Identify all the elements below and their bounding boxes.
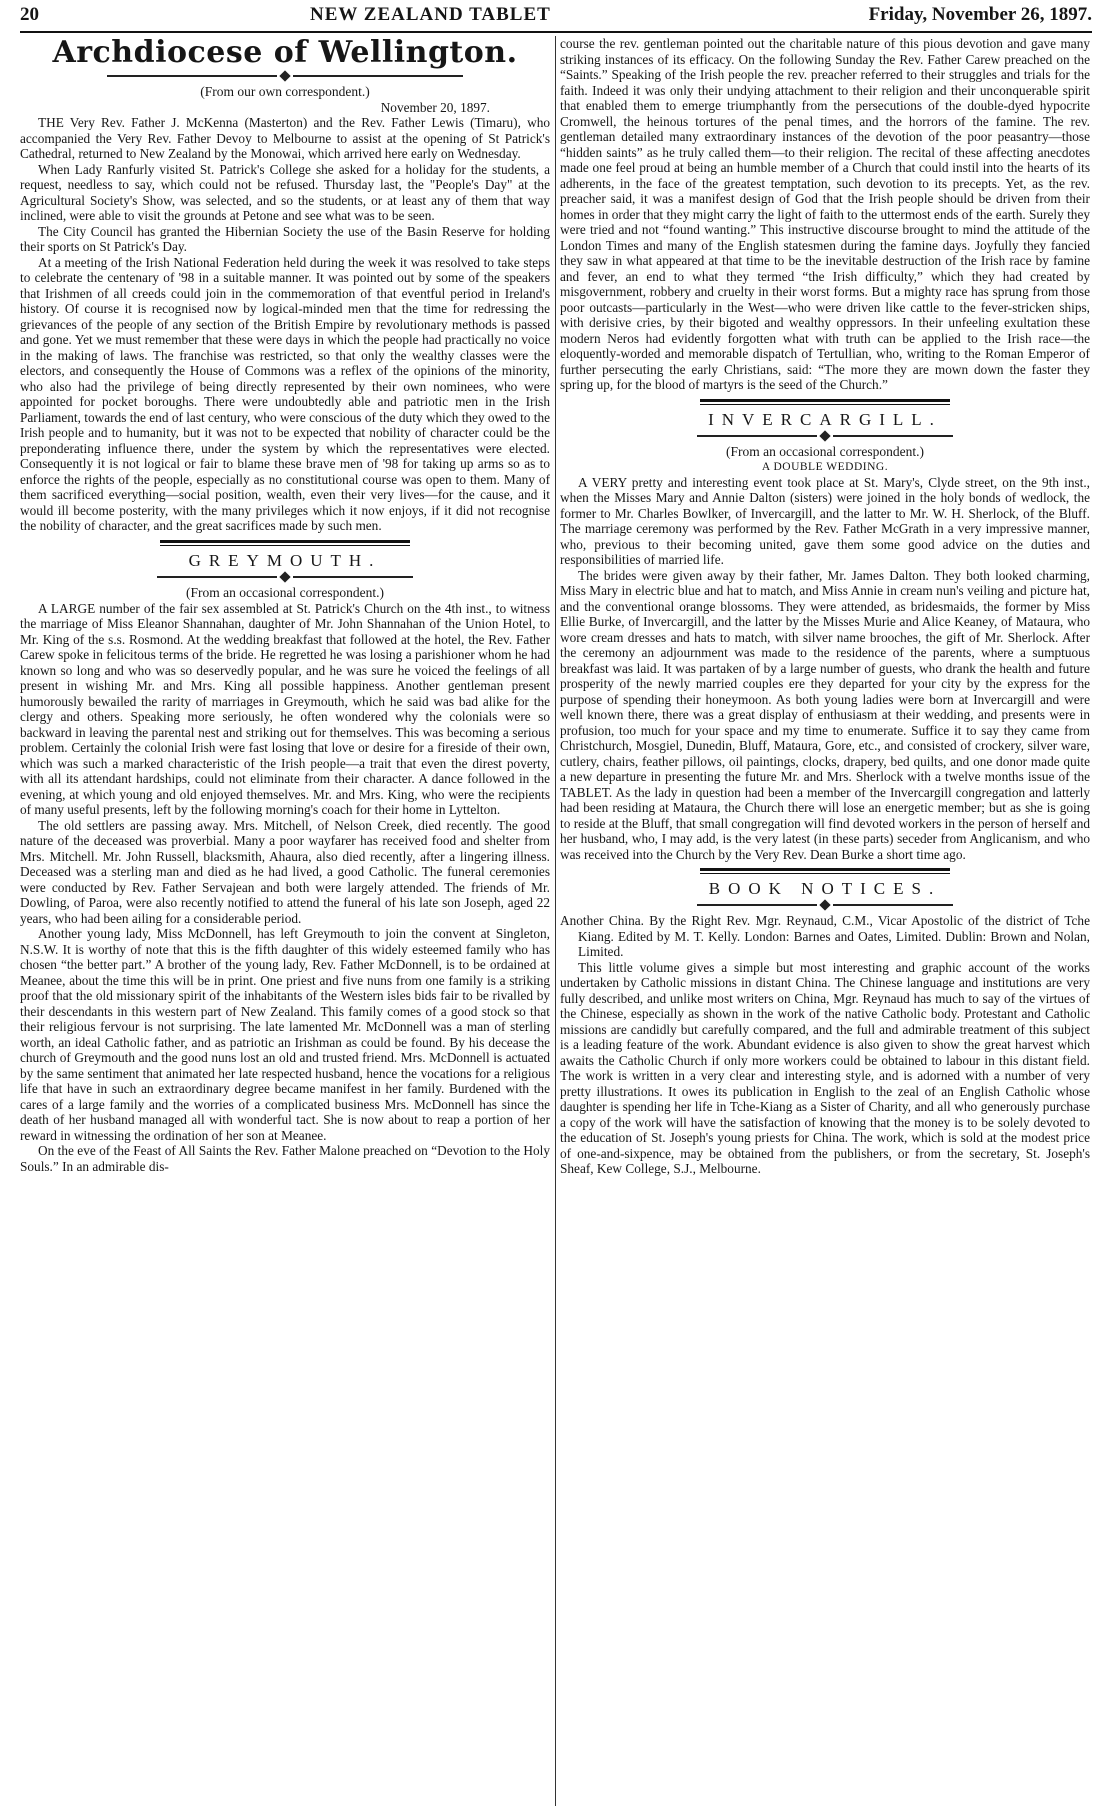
section-separator <box>20 540 550 546</box>
article-paragraph: THE Very Rev. Father J. McKenna (Masterton) and the Rev. Father Lewis (Timaru), who accompanied the Very Rev. Father Devoy to Melbourne to assist at the opening of St Patrick's Cathedral, returned to New Zealand by the Monowai, which arrived here early on Wednesday. <box>20 115 550 161</box>
article-paragraph: Another young lady, Miss McDonnell, has left Greymouth to join the convent at Singleton, N.S.W. It is worthy of note that this is the fifth daughter of this widely esteemed family who has chosen “the better part.” A brother of the young lady, Rev. Father McDonnell, is to be ordained at Meanee, about the time this will be in print. One priest and five nuns from one family is a striking proof that the old missionary spirit of the inhabitants of the Western isles bids fair to be rivalled by their descendants in this western part of New Zealand. This family comes of a good stock so that their religious fervour is not surprising. The late lamented Mr. McDonnell was a man of sterling worth, an ideal Catholic father, and as patriotic an Irishman as could be found. By his decease the church of Greymouth and the good nuns lost an old and trusted friend. Mrs. McDonnell is actuated by the same sentiment that animated her late respected husband, hence the vocations for a religious life that have in such an extraordinary degree became manifest in her family. Burdened with the cares of a large family and the worries of a complicated business Mrs. McDonnell has since the death of her husband managed all with wonderful tact. She is now about to reap a portion of her reward in witnessing the ordination of her son at Meanee. <box>20 926 550 1143</box>
article-paragraph: A LARGE number of the fair sex assembled at St. Patrick's Church on the 4th inst., to witness the marriage of Miss Eleanor Shannahan, daughter of Mr. John Shannahan of the Union Hotel, to Mr. King of the s.s. Rosmond. At the wedding breakfast that followed at the hotel, the Rev. Father Carew spoke in felicitous terms of the bride. He regretted he was losing a parishioner whom he had known so long and who was so deservedly popular, and he was sure he voiced the feelings of all present in wishing Mr. and Mrs. King all possible happiness. Another gentleman present humorously bewailed the rarity of marriages in Greymouth, which he said was bad alike for the clergy and others. Speaking more seriously, he often wondered why the colonials were so backward in leaving the parental nest and striking out for themselves. This was becoming a serious problem. Certainly the colonial Irish were fast losing that love or desire for a fireside of their own, which was such a marked characteristic of the Irish people—a trait that even the direst poverty, with all its attendant hardships, could not eliminate from their character. A dance followed in the evening, at which young and old enjoyed themselves. Mr. and Mrs. King, who were the recipients of many useful presents, left by the following morning's coach for their home in Lyttelton. <box>20 600 550 817</box>
page-number: 20 <box>20 4 39 25</box>
section-separator <box>560 868 1090 874</box>
left-column <box>20 36 550 1806</box>
title-ornament <box>20 72 550 80</box>
article-paragraph: On the eve of the Feast of All Saints the Rev. Father Malone preached on “Devotion to the Holy Souls.” In an admirable dis- <box>20 1143 550 1174</box>
article-paragraph: The City Council has granted the Hibernian Society the use of the Basin Reserve for holding their sports on St Patrick's Day. <box>20 223 550 254</box>
article-paragraph: At a meeting of the Irish National Federation held during the week it was resolved to take steps to celebrate the centenary of '98 in a suitable manner. It was pointed out by some of the speakers that Irishmen of all creeds could join in the commemoration of that eventful period in Ireland's history. Of course it is recognised now by logical-minded men that the time for redressing the grievances of the people of any section of the British Empire by revolutionary methods is passed and gone. Yet we must remember that these were days in which the people had practically no voice in the making of laws. The franchise was restricted, so that only the wealthy classes were the electors, and consequently the House of Commons was a reflex of the opinions of the minority, who also had the privilege of being directly represented by their own nominees, who were appointed for pocket boroughs. There were undoubtedly able and patriotic men in the Irish Parliament, towards the end of last century, who were conscious of the duty which they owed to the Irish people and to humanity, but it was not to be expected that nobility of character could be the preponderating influence there, under the system by which the representatives were elected. Consequently it is not logical or fair to blame these brave men of '98 for taking up arms so as to enforce the rights of the people, especially as no constitutional course was open to them. Many of them sacrificed everything—social position, wealth, even their very lives—for the cause, and it would ill become posterity, with the many privileges which it now enjoys, if it did not recognise the nobility of character, and the great sacrifices made by such men. <box>20 254 550 533</box>
subheading: A DOUBLE WEDDING. <box>761 460 889 473</box>
section-separator <box>560 399 1090 405</box>
masthead <box>20 4 1092 30</box>
byline: (From an occasional correspondent.) <box>186 584 384 600</box>
section-title-invercargill: INVERCARGILL. <box>708 409 942 429</box>
article-paragraph: This little volume gives a simple but most interesting and graphic account of the works undertaken by Catholic missions in distant China. The Chinese language and institutions are very fully described, and unlike most writers on China, Mgr. Reynaud has much to say of the virtues of the Chinese, especially as shown in the work of the native Catholic body. Protestant and Catholic missions are candidly but carefully compared, and the full and admirable treatment of this subject is a leading feature of the work. Abundant evidence is also given to show the great harvest which awaits the Catholic Church if only more workers could be obtained to labour in this distant field. The work is written in a very clear and interesting style, and is adorned with a number of very pretty illustrations. It owes its publication in English to the zeal of an English Catholic whose daughter is spending her life in Tche-Kiang as a Sister of Charity, and all who generously purchase a copy of the work will have the satisfaction of knowing that the money is to be solely devoted to the education of St. Joseph's young priests for China. The work, which is sold at the modest price of one-and-sixpence, may be obtained from the publishers, or from the secretary, St. Joseph's Sheaf, Kew College, S.J., Melbourne. <box>560 959 1090 1176</box>
book-citation: Another China. By the Right Rev. Mgr. Reynaud, C.M., Vicar Apostolic of the district of Tche Kiang. Edited by M. T. Kelly. London: Barnes and Oates, Limited. Dublin: Brown and Nolan, Limited. <box>560 913 1090 959</box>
issue-date: Friday, November 26, 1897. <box>868 4 1092 25</box>
byline: (From an occasional correspondent.) <box>726 443 924 459</box>
article-paragraph: The brides were given away by their father, Mr. James Dalton. They both looked charming, Miss Mary in electric blue and hat to match, and Miss Annie in cream nun's veiling and picture hat, and the conventional orange blossoms. They were attended, as bridesmaids, the former by Miss Ellie Burke, of Invercargill, and the latter by the Misses Murie and Alice Keaney, of Mataura, who wore cream dresses and hats to match, with silver name brooches, the gift of Mr. Sherlock. After the ceremony an adjournment was made to the residence of the parents, where a sumptuous breakfast was laid. It was partaken of by a large number of guests, who drank the health and future prosperity of the newly married couples ere they departed for your city by the express for the purpose of spending their honeymoon. As both young ladies were born at Invercargill and were well known there, there was a great display of enthusiasm at their wedding, and presents were in profusion, too much for your space and my time to enumerate. Suffice it to say they came from Christchurch, Mosgiel, Dunedin, Bluff, Mataura, Gore, etc., and consisted of crockery, silver ware, cutlery, chairs, feather pillows, oil paintings, clocks, drapery, bed quilts, and one donor made quite a new departure in presenting the future Mr. and Mrs. Sherlock with a twelve months issue of the TABLET. As the lady in question had been a member of the Invercargill congregation and latterly had been residing at Mataura, the Church there will lose an energetic member; but as she is going to reside at the Bluff, that small congregation will find devoted workers in the person of herself and her husband, who, I may add, is the very latest (in these parts) seceder from Anglicanism, and who was received into the Church by the Very Rev. Dean Burke a short time ago. <box>560 567 1090 862</box>
title-ornament <box>560 901 1090 909</box>
column-divider <box>555 36 556 1806</box>
article-paragraph: course the rev. gentleman pointed out the charitable nature of this pious devotion and gave many striking instances of its efficacy. On the following Sunday the Rev. Father Carew preached on the “Saints.” Speaking of the Irish people the rev. preacher referred to their struggles and trials for the faith. Indeed it was only their undying attachment to their religion and their unconquerable spirit that enabled them to emerge triumphantly from the persecutions of the double-dyed hypocrite Cromwell, the heinous tortures of the penal times, and the horrors of the famine. The rev. gentleman detailed many extraordinary instances of the devotion of the poor peasantry—those “hidden saints” as he truly called them—to their religion. The recital of these affecting anecdotes made one feel proud at being an humble member of a Church that could instil into the hearts of its adherents, in the face of the greatest temptation, such devotion to its precepts. Yet, as the rev. preacher said, it was a manifest design of God that the Irish people should be driven from their homes in order that they might carry the light of faith to the uttermost ends of the earth. Surely they were tried and not “found wanting.” This instructive discourse brought to mind the attitude of the London Times and many of the English statesmen during the famine days. Joyfully they fancied they saw in what appeared at that time to be the inevitable destruction of the Irish race by famine and fever, an end to what they termed “the Irish difficulty,” which they had created by misgovernment, robbery and cruelty in their worst forms. But a mighty race has sprung from those poor outcasts—particularly in the West—who were driven like cattle to the fever-stricken ships, with derisive cries, by their bigoted and wealthy oppressors. In their unfeeling exultation these modern Neros had evidently forgotten what with truth can be applied to the Irish race—the eloquently-worded and memorable dispatch of Tertullian, who, writing to the Roman Emperor of further persecuting the early Christians, said: “The more they are mown down the faster they spring up, for the blood of martyrs is the seed of the Church.” <box>560 36 1090 392</box>
masthead-rule <box>20 31 1092 33</box>
article-paragraph: The old settlers are passing away. Mrs. Mitchell, of Nelson Creek, died recently. The good nature of the deceased was proverbial. Many a poor wayfarer has received food and shelter from Mrs. Mitchell. Mr. John Russell, blacksmith, Ahaura, also died recently, after a lingering illness. Deceased was a sterling man and died as he had lived, a good Catholic. The funeral ceremonies were conducted by Rev. Father Servajean and both were largely attended. The friends of Mr. Dowling, of Paroa, were also recently notified to attend the funeral of his late son Joseph, aged 22 years, who had been ailing for a considerable period. <box>20 817 550 926</box>
dateline: November 20, 1897. <box>380 100 490 115</box>
right-column <box>560 36 1090 1806</box>
title-ornament <box>560 432 1090 440</box>
section-title-archdiocese: Archdiocese of Wellington. <box>52 36 518 70</box>
article-paragraph: When Lady Ranfurly visited St. Patrick's College she asked for a holiday for the students, a request, needless to say, which could not be refused. Thursday last, the "People's Day" at the Agricultural Society's Show, was selected, and so the students, or at least any of them that way inclined, were able to visit the grounds at Petone and see what was to be seen. <box>20 161 550 223</box>
article-paragraph: A VERY pretty and interesting event took place at St. Mary's, Clyde street, on the 9th inst., when the Misses Mary and Annie Dalton (sisters) were joined in the holy bonds of wedlock, the former to Mr. Charles Bowlker, of Invercargill, and the latter to Mr. W. H. Sherlock, of the Bluff. The marriage ceremony was performed by the Rev. Father McGrath in a very impressive manner, who, previous to their becoming united, gave them some good advice on the duties and responsibilities of married life. <box>560 474 1090 567</box>
section-title-greymouth: GREYMOUTH. <box>188 550 382 570</box>
byline: (From our own correspondent.) <box>200 84 370 99</box>
title-ornament <box>20 573 550 581</box>
section-title-book-notices: BOOK NOTICES. <box>708 879 942 898</box>
newspaper-title: NEW ZEALAND TABLET <box>310 4 551 25</box>
